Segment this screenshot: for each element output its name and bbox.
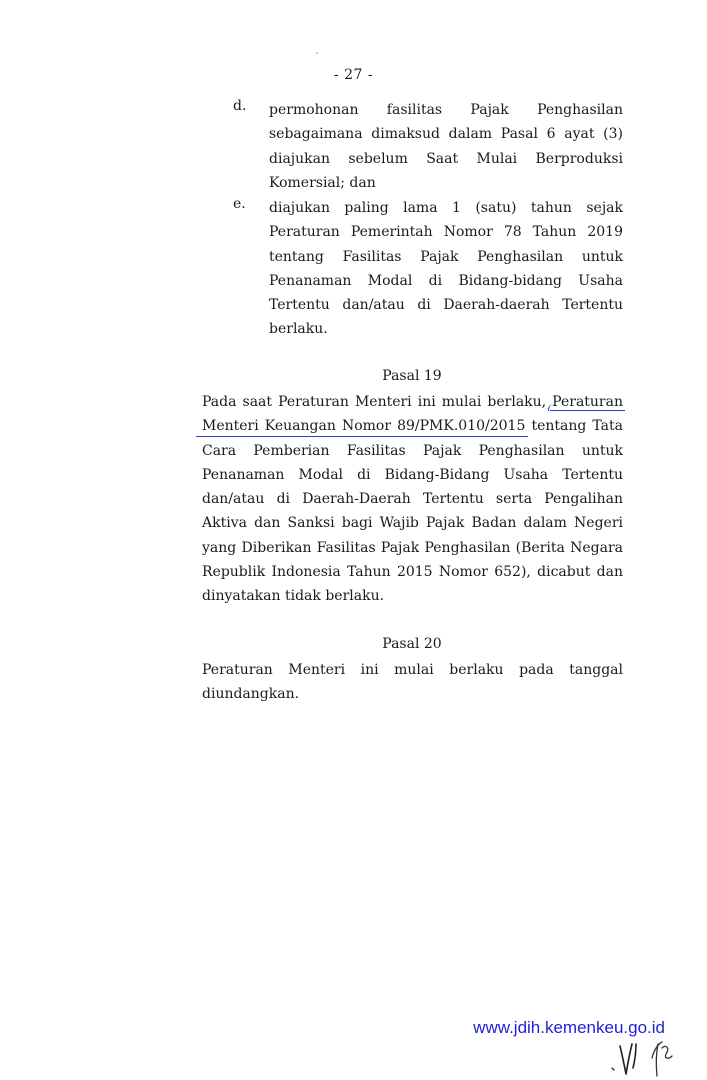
- list-marker: d.: [233, 98, 247, 114]
- list-marker: e.: [233, 196, 246, 212]
- list-item-text: permohonan fasilitas Pajak Penghasilan sebagaimana dimaksud dalam Pasal 6 ayat (3) diajukan sebelum Saat Mulai Berproduksi Komersial; dan: [269, 102, 623, 191]
- page-number: - 27 -: [333, 67, 374, 83]
- pasal-19-heading: Pasal 19: [382, 368, 442, 384]
- list-item-e: [233, 196, 623, 346]
- pen-underline-mark: [550, 410, 625, 411]
- pasal-19-paragraph: Pada saat Peraturan Menteri ini mulai berlaku, Peraturan Menteri Keuangan Nomor 89/PMK.010/2015 tentang Tata Cara Pemberian Fasilitas Pajak Penghasilan untuk Penanaman Modal di Bidang-Bidang Usaha Tertentu dan/atau di Daerah-Daerah Tertentu serta Pengalihan Aktiva dan Sanksi bagi Wajib Pajak Badan dalam Negeri yang Diberikan Fasilitas Pajak Penghasilan (Berita Negara Republik Indonesia Tahun 2015 Nomor 652), dicabut dan dinyatakan tidak berlaku.: [202, 394, 623, 605]
- pasal-20-heading: Pasal 20: [382, 636, 442, 652]
- list-item-d: [233, 98, 623, 198]
- list-item-text: diajukan paling lama 1 (satu) tahun sejak Peraturan Pemerintah Nomor 78 Tahun 2019 tentang Fasilitas Pajak Penghasilan untuk Penanaman Modal di Bidang-bidang Usaha Tertentu dan/atau di Daerah-daerah Tertentu berlaku.: [269, 200, 623, 338]
- source-url[interactable]: www.jdih.kemenkeu.go.id: [473, 1018, 665, 1037]
- pasal-20-paragraph: Peraturan Menteri ini mulai berlaku pada tanggal diundangkan.: [202, 662, 623, 703]
- handwritten-initials-signature: [606, 1038, 686, 1078]
- scan-speck: [316, 52, 318, 54]
- pen-underline-mark: [196, 436, 528, 437]
